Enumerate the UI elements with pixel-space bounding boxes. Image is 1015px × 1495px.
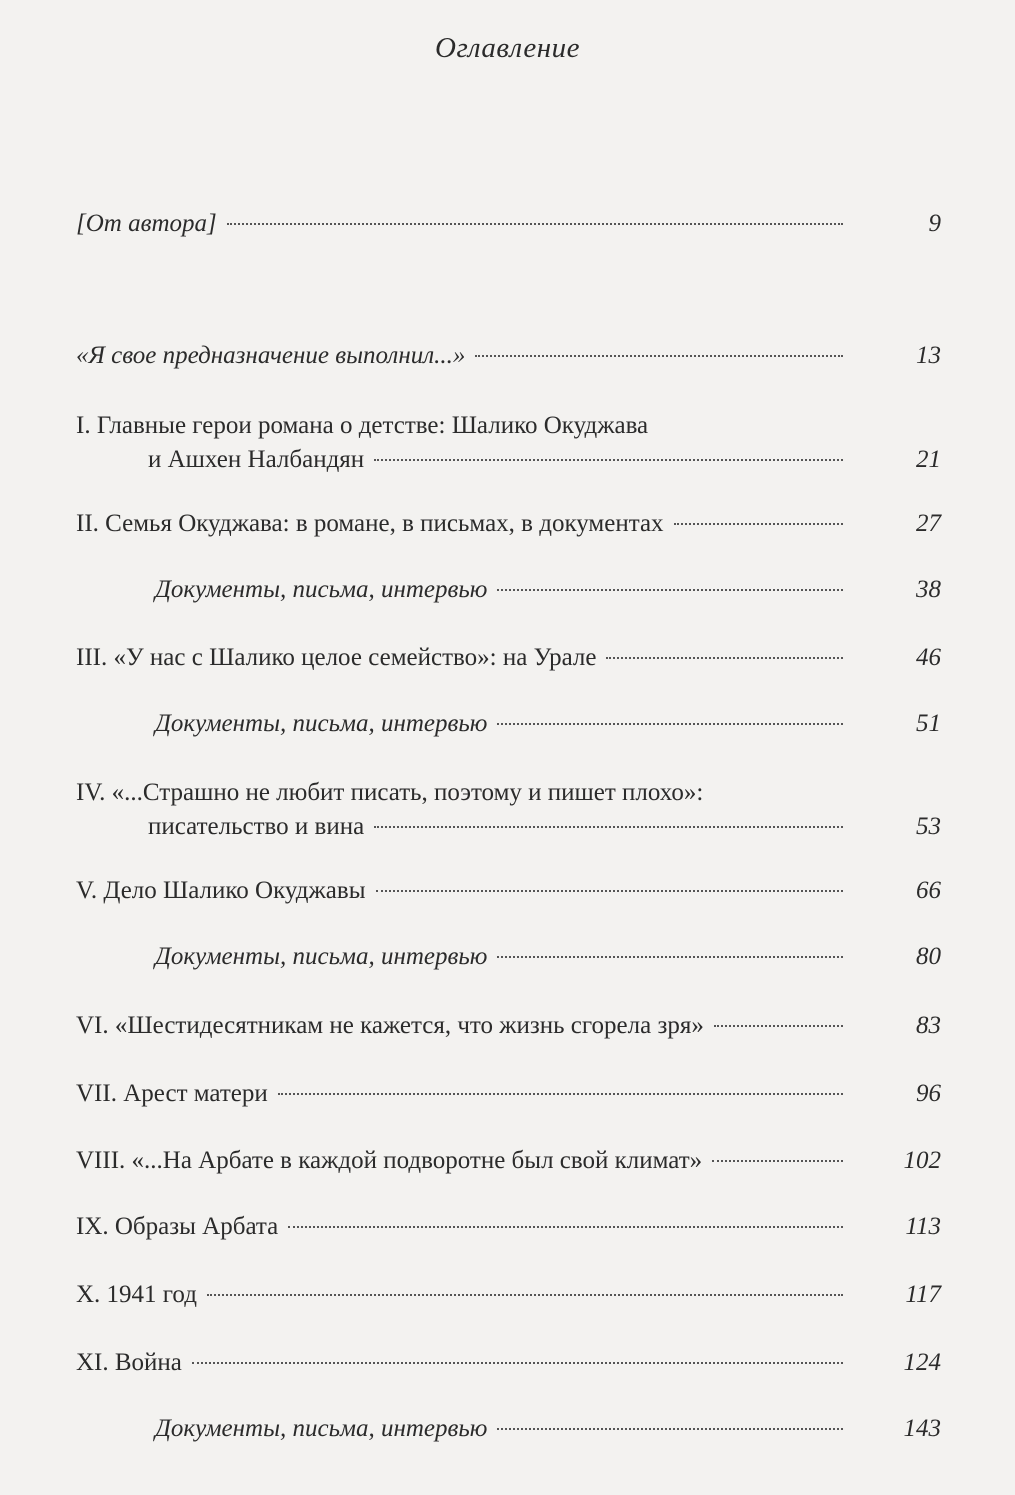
dot-leader (288, 1226, 843, 1228)
toc-entry-row (76, 207, 941, 241)
page-number: 13 (916, 342, 941, 369)
page-number: 143 (903, 1415, 941, 1442)
toc-entry-title: VIII. «...На Арбате в каждой подворотне был свой климат» (76, 1147, 703, 1174)
dot-leader (674, 523, 843, 525)
toc-entry (76, 641, 941, 675)
toc-entry-row (155, 1412, 941, 1446)
page-number: 113 (905, 1213, 941, 1240)
dot-leader (497, 589, 843, 591)
toc-entry-title: [От автора] (76, 210, 217, 237)
page-number: 46 (916, 644, 941, 671)
toc-entry-row (76, 1009, 941, 1043)
page-number: 53 (916, 813, 941, 840)
toc-entry-row (76, 443, 941, 477)
dot-leader (497, 723, 843, 725)
toc-entry-row (155, 573, 941, 607)
toc-entry (76, 1009, 941, 1043)
toc-entry-title: III. «У нас с Шалико целое семейство»: на Урале (76, 644, 597, 671)
toc-entry (155, 1412, 941, 1446)
toc-entry (155, 707, 941, 741)
dot-leader (278, 1093, 843, 1095)
toc-entry (76, 339, 941, 373)
dot-leader (227, 223, 843, 225)
toc-entry-title: и Ашхен Налбандян (148, 446, 365, 473)
toc-entry-title: Документы, письма, интервью (155, 1415, 488, 1442)
page-number: 51 (916, 710, 941, 737)
toc-entry-title: VI. «Шестидесятникам не кажется, что жизнь сгорела зря» (76, 1012, 704, 1039)
page-number: 66 (916, 877, 941, 904)
toc-entry-title: X. 1941 год (76, 1281, 197, 1308)
toc-entry (155, 940, 941, 974)
page-number: 80 (916, 943, 941, 970)
toc-entry-row (76, 810, 941, 844)
page-number: 83 (916, 1012, 941, 1039)
toc-entry (76, 776, 941, 844)
dot-leader (497, 1428, 843, 1430)
dot-leader (192, 1362, 843, 1364)
toc-entry-title: Документы, письма, интервью (155, 576, 488, 603)
page-number: 117 (905, 1281, 941, 1308)
toc-entry (76, 874, 941, 908)
toc-entry-row (76, 1278, 941, 1312)
toc-entry (76, 507, 941, 541)
toc-entry-title: IX. Образы Арбата (76, 1213, 279, 1240)
dot-leader (606, 657, 843, 659)
toc-entry (76, 1278, 941, 1312)
dot-leader (475, 355, 843, 357)
page-number: 21 (916, 446, 941, 473)
dot-leader (374, 826, 843, 828)
toc-entry-title: Документы, письма, интервью (155, 710, 488, 737)
toc-entry-row (76, 1210, 941, 1244)
toc-entry-title: «Я свое предназначение выполнил...» (76, 342, 466, 369)
toc-entry-row (155, 940, 941, 974)
dot-leader (376, 890, 844, 892)
toc-entry-row (155, 707, 941, 741)
toc-entry-title: II. Семья Окуджава: в романе, в письмах, в документах (76, 510, 664, 537)
toc-entry-row (76, 641, 941, 675)
toc-entry (76, 409, 941, 477)
toc-entry-title: V. Дело Шалико Окуджавы (76, 877, 366, 904)
toc-entry-row (76, 1346, 941, 1380)
toc-entry (155, 573, 941, 607)
toc-entry (76, 1210, 941, 1244)
toc-entry-row (76, 874, 941, 908)
page-number: 96 (916, 1080, 941, 1107)
toc-entry-title: Документы, письма, интервью (155, 943, 488, 970)
dot-leader (374, 459, 843, 461)
toc-entry-title-line: IV. «...Страшно не любит писать, поэтому и пишет плохо»: (76, 779, 704, 806)
page-title: Оглавление (435, 32, 580, 64)
dot-leader (714, 1025, 843, 1027)
toc-entry-row (76, 507, 941, 541)
toc-entry-title: XI. Война (76, 1349, 182, 1376)
page-number: 38 (916, 576, 941, 603)
page-number: 124 (903, 1349, 941, 1376)
toc-entry-row (76, 339, 941, 373)
toc-entry-row (76, 1077, 941, 1111)
toc-entry-title-line: I. Главные герои романа о детстве: Шалико Окуджава (76, 412, 649, 439)
toc-entry (76, 1144, 941, 1178)
page-number: 102 (903, 1147, 941, 1174)
toc-entry-title: писательство и вина (148, 813, 365, 840)
dot-leader (207, 1294, 843, 1296)
dot-leader (497, 956, 843, 958)
page-number: 9 (928, 210, 941, 237)
toc-entry-title: VII. Арест матери (76, 1080, 268, 1107)
page-number: 27 (916, 510, 941, 537)
toc-entry-row (76, 1144, 941, 1178)
toc-entry (76, 1346, 941, 1380)
toc-entry (76, 207, 941, 241)
dot-leader (712, 1160, 843, 1162)
toc-entry (76, 1077, 941, 1111)
